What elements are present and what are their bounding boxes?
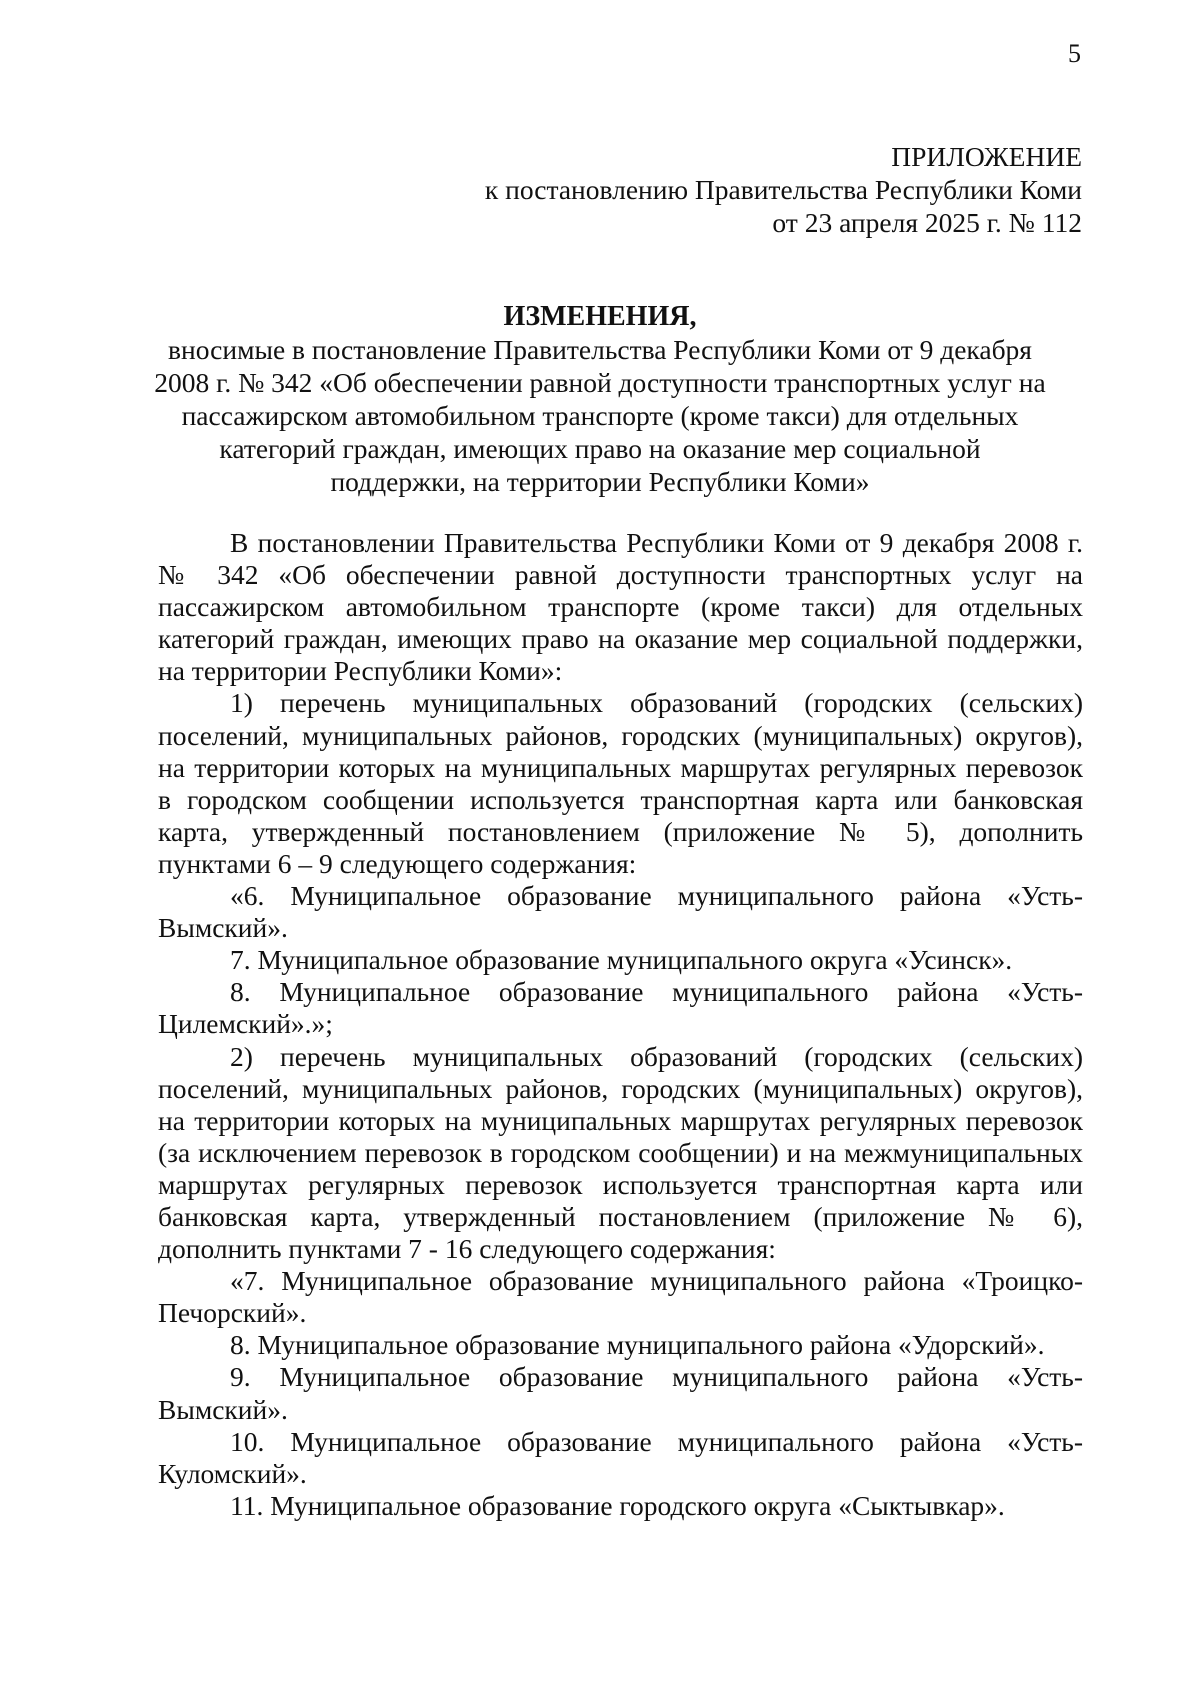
- appendix-header: [382, 140, 1082, 239]
- title-line: вносимые в постановление Правительства Республики Коми от 9 декабря: [168, 334, 1032, 365]
- list-item: 10. Муниципальное образование муниципального района «Усть-Куломский».: [158, 1425, 1083, 1489]
- list-item: 7. Муниципальное образование муниципального округа «Усинск».: [230, 944, 1013, 976]
- page-number: 5: [1068, 39, 1081, 68]
- title-line: поддержки, на территории Республики Коми»: [330, 466, 870, 497]
- list-item: «7. Муниципальное образование муниципального района «Троицко-Печорский».: [158, 1265, 1083, 1329]
- document-title: [118, 300, 1082, 498]
- document-body: [158, 527, 1083, 1522]
- intro-paragraph: В постановлении Правительства Республики Коми от 9 декабря 2008 г. № 342 «Об обеспечении равной доступности транспортных услуг на пассажирском автомобильном транспорте (кроме такси) для отдельных категорий граждан, имеющих право на оказание мер социальной поддержки, на территории Республики Коми»:: [158, 527, 1083, 687]
- title-line: пассажирском автомобильном транспорте (кроме такси) для отдельных: [181, 400, 1019, 431]
- list-item: «6. Муниципальное образование муниципального района «Усть-Вымский».: [158, 880, 1083, 944]
- title-line: 2008 г. № 342 «Об обеспечении равной доступности транспортных услуг на: [154, 367, 1046, 398]
- title-line: категорий граждан, имеющих право на оказание мер социальной: [219, 433, 981, 464]
- title-heading: ИЗМЕНЕНИЯ,: [503, 301, 697, 332]
- list-item: 8. Муниципальное образование муниципального района «Удорский».: [230, 1329, 1045, 1361]
- appendix-reference: к постановлению Правительства Республики Коми: [484, 174, 1082, 205]
- list-item: 8. Муниципальное образование муниципального района «Усть-Цилемский».»;: [158, 976, 1083, 1040]
- amendment-item-2: 2) перечень муниципальных образований (городских (сельских) поселений, муниципальных районов, городских (муниципальных) округов), на территории которых на муниципальных маршрутах регулярных перевозок (за исключением перевозок в городском сообщении) и на межмуниципальных маршрутах регулярных перевозок используется транспортная карта или банковская карта, утвержденный постановлением (приложение № 6), дополнить пунктами 7 - 16 следующего содержания:: [158, 1040, 1083, 1265]
- appendix-label: ПРИЛОЖЕНИЕ: [891, 141, 1082, 172]
- list-item: 9. Муниципальное образование муниципального района «Усть-Вымский».: [158, 1361, 1083, 1425]
- amendment-item-1: 1) перечень муниципальных образований (городских (сельских) поселений, муниципальных районов, городских (муниципальных) округов), на территории которых на муниципальных маршрутах регулярных перевозок в городском сообщении используется транспортная карта или банковская карта, утвержденный постановлением (приложение № 5), дополнить пунктами 6 – 9 следующего содержания:: [158, 687, 1083, 879]
- list-item: 11. Муниципальное образование городского округа «Сыктывкар».: [230, 1489, 1005, 1521]
- appendix-date-number: от 23 апреля 2025 г. № 112: [772, 207, 1082, 238]
